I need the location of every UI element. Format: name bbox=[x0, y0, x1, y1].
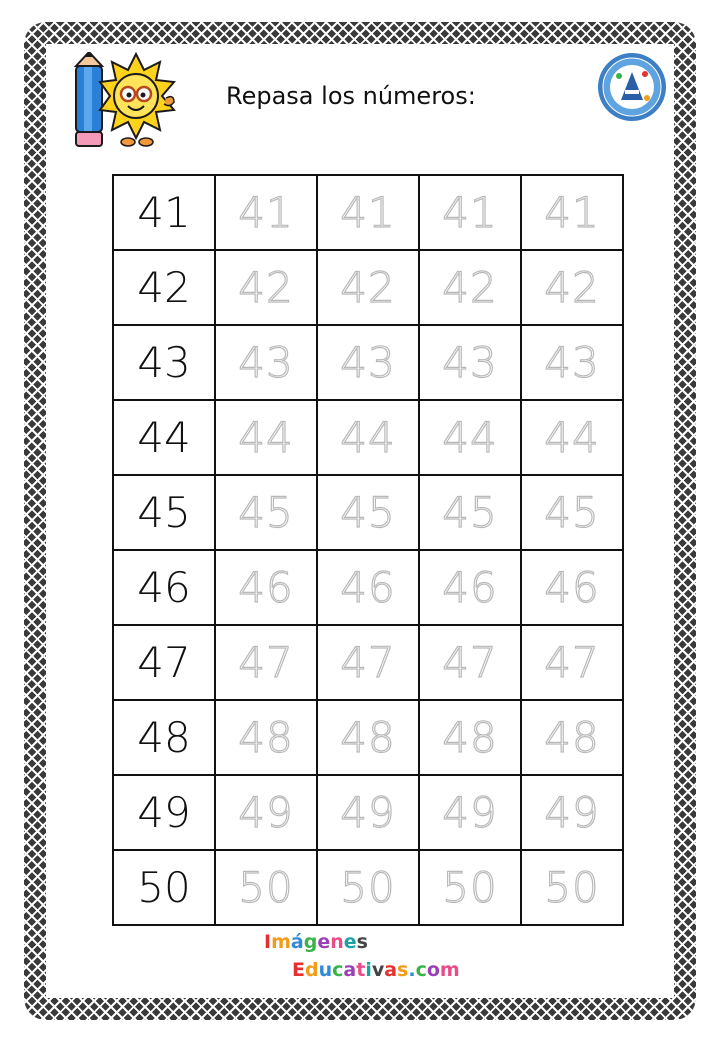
trace-number: 45 bbox=[215, 475, 317, 550]
model-number: 47 bbox=[113, 625, 215, 700]
model-number: 43 bbox=[113, 325, 215, 400]
trace-number: 49 bbox=[521, 775, 623, 850]
grid-row bbox=[113, 850, 623, 925]
trace-number: 49 bbox=[215, 775, 317, 850]
trace-number: 43 bbox=[419, 325, 521, 400]
trace-number: 49 bbox=[317, 775, 419, 850]
sun-pencil-icon bbox=[70, 52, 182, 150]
model-number: 49 bbox=[113, 775, 215, 850]
logo-line-1: Imágenes bbox=[264, 931, 368, 953]
model-number: 48 bbox=[113, 700, 215, 775]
trace-number: 47 bbox=[317, 625, 419, 700]
model-number: 46 bbox=[113, 550, 215, 625]
trace-number: 42 bbox=[521, 250, 623, 325]
trace-number: 46 bbox=[521, 550, 623, 625]
trace-number: 42 bbox=[215, 250, 317, 325]
school-badge-icon bbox=[597, 52, 667, 122]
trace-number: 43 bbox=[317, 325, 419, 400]
grid-row bbox=[113, 775, 623, 850]
grid-row bbox=[113, 400, 623, 475]
logo-line-2: Educativas.com bbox=[292, 959, 460, 981]
trace-number: 44 bbox=[521, 400, 623, 475]
trace-number: 44 bbox=[419, 400, 521, 475]
trace-number: 42 bbox=[317, 250, 419, 325]
trace-number: 41 bbox=[215, 175, 317, 250]
grid-row bbox=[113, 700, 623, 775]
model-number: 44 bbox=[113, 400, 215, 475]
trace-number: 44 bbox=[215, 400, 317, 475]
trace-number: 42 bbox=[419, 250, 521, 325]
page-title: Repasa los números: bbox=[226, 82, 476, 110]
pencil-icon bbox=[76, 52, 102, 146]
trace-number: 48 bbox=[317, 700, 419, 775]
site-logo bbox=[264, 928, 460, 984]
trace-number: 50 bbox=[521, 850, 623, 925]
trace-number: 45 bbox=[317, 475, 419, 550]
model-number: 41 bbox=[113, 175, 215, 250]
trace-number: 50 bbox=[215, 850, 317, 925]
trace-number: 49 bbox=[419, 775, 521, 850]
trace-number: 43 bbox=[215, 325, 317, 400]
sun-icon bbox=[100, 54, 174, 146]
number-tracing-grid bbox=[112, 174, 624, 926]
grid-row bbox=[113, 175, 623, 250]
trace-number: 44 bbox=[317, 400, 419, 475]
trace-number: 47 bbox=[521, 625, 623, 700]
trace-number: 46 bbox=[317, 550, 419, 625]
trace-number: 50 bbox=[419, 850, 521, 925]
trace-number: 46 bbox=[215, 550, 317, 625]
trace-number: 41 bbox=[521, 175, 623, 250]
model-number: 42 bbox=[113, 250, 215, 325]
grid-row bbox=[113, 625, 623, 700]
grid-row bbox=[113, 475, 623, 550]
trace-number: 43 bbox=[521, 325, 623, 400]
model-number: 50 bbox=[113, 850, 215, 925]
trace-number: 45 bbox=[419, 475, 521, 550]
trace-number: 47 bbox=[215, 625, 317, 700]
trace-number: 41 bbox=[317, 175, 419, 250]
trace-number: 50 bbox=[317, 850, 419, 925]
trace-number: 41 bbox=[419, 175, 521, 250]
grid-row bbox=[113, 250, 623, 325]
trace-number: 45 bbox=[521, 475, 623, 550]
trace-number: 48 bbox=[419, 700, 521, 775]
trace-number: 48 bbox=[215, 700, 317, 775]
trace-number: 47 bbox=[419, 625, 521, 700]
grid-row bbox=[113, 325, 623, 400]
grid-row bbox=[113, 550, 623, 625]
trace-number: 48 bbox=[521, 700, 623, 775]
model-number: 45 bbox=[113, 475, 215, 550]
trace-number: 46 bbox=[419, 550, 521, 625]
